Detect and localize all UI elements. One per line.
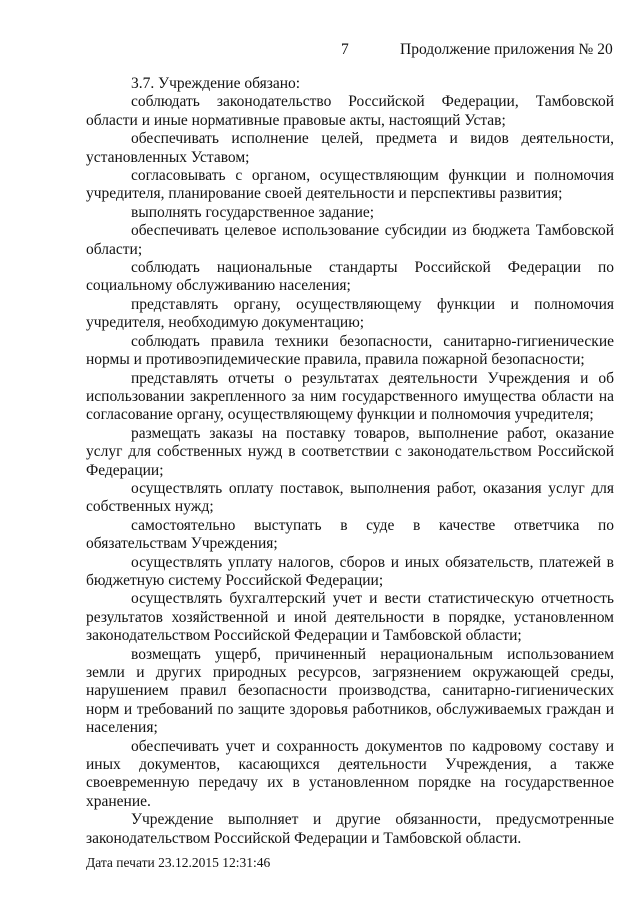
obligation-paragraph: осуществлять оплату поставок, выполнения работ, оказания услуг для собственных нужд; [86, 479, 614, 516]
closing-paragraph: Учреждение выполняет и другие обязанности, предусмотренные законодательством Российской Федерации и Тамбовской области. [86, 811, 614, 847]
obligation-paragraph: представлять отчеты о результатах деятельности Учреждения и об использовании закрепленного за ним государственного имущества области на согласование органу, осуществляющему функции и полномочия учредителя; [86, 369, 614, 424]
obligation-paragraph: соблюдать национальные стандарты Российской Федерации по социальному обслуживанию населения; [86, 259, 614, 295]
document-body [86, 75, 614, 848]
obligation-paragraph: представлять органу, осуществляющему функции и полномочия учредителя, необходимую документацию; [86, 295, 614, 332]
print-date: Дата печати 23.12.2015 12:31:46 [86, 855, 271, 870]
appendix-continuation-note: Продолжение приложения № 20 [400, 41, 613, 58]
obligation-paragraph: самостоятельно выступать в суде в качестве ответчика по обязательствам Учреждения; [86, 516, 614, 553]
obligation-paragraph: обеспечивать исполнение целей, предмета и видов деятельности, установленных Уставом; [86, 130, 614, 166]
obligation-paragraph: размещать заказы на поставку товаров, выполнение работ, оказание услуг для собственных нужд в соответствии с законодательством Российской Федерации; [86, 424, 614, 479]
section-heading: 3.7. Учреждение обязано: [131, 75, 301, 92]
obligation-paragraph: обеспечивать целевое использование субсидии из бюджета Тамбовской области; [86, 222, 614, 258]
obligation-paragraph: согласовывать с органом, осуществляющим функции и полномочия учредителя, планирование своей деятельности и перспективы развития; [86, 167, 614, 203]
obligation-paragraph: осуществлять бухгалтерский учет и вести статистическую отчетность результатов хозяйственной и иной деятельности в порядке, установленном законодательством Российской Федерации и Тамбовской области; [86, 590, 614, 645]
obligation-paragraph: соблюдать правила техники безопасности, санитарно-гигиенические нормы и противоэпидемические правила, правила пожарной безопасности; [86, 332, 614, 369]
page-number: 7 [341, 41, 349, 58]
obligation-paragraph: осуществлять уплату налогов, сборов и иных обязательств, платежей в бюджетную систему Российской Федерации; [86, 553, 614, 589]
obligation-paragraph: выполнять государственное задание; [131, 203, 375, 221]
obligation-paragraph: обеспечивать учет и сохранность документов по кадровому составу и иных документов, касающихся деятельности Учреждения, а также своевременную передачу их в установленном порядке на государственное хранение. [86, 737, 614, 810]
obligation-paragraph: возмещать ущерб, причиненный нерациональным использованием земли и других природных ресурсов, загрязнением окружающей среды, нарушением правил безопасности производства, санитарно-гигиенических норм и требований по защите здоровья работников, обслуживаемых граждан и населения; [86, 645, 614, 737]
obligation-paragraph: соблюдать законодательство Российской Федерации, Тамбовской области и иные нормативные правовые акты, настоящий Устав; [86, 93, 614, 129]
